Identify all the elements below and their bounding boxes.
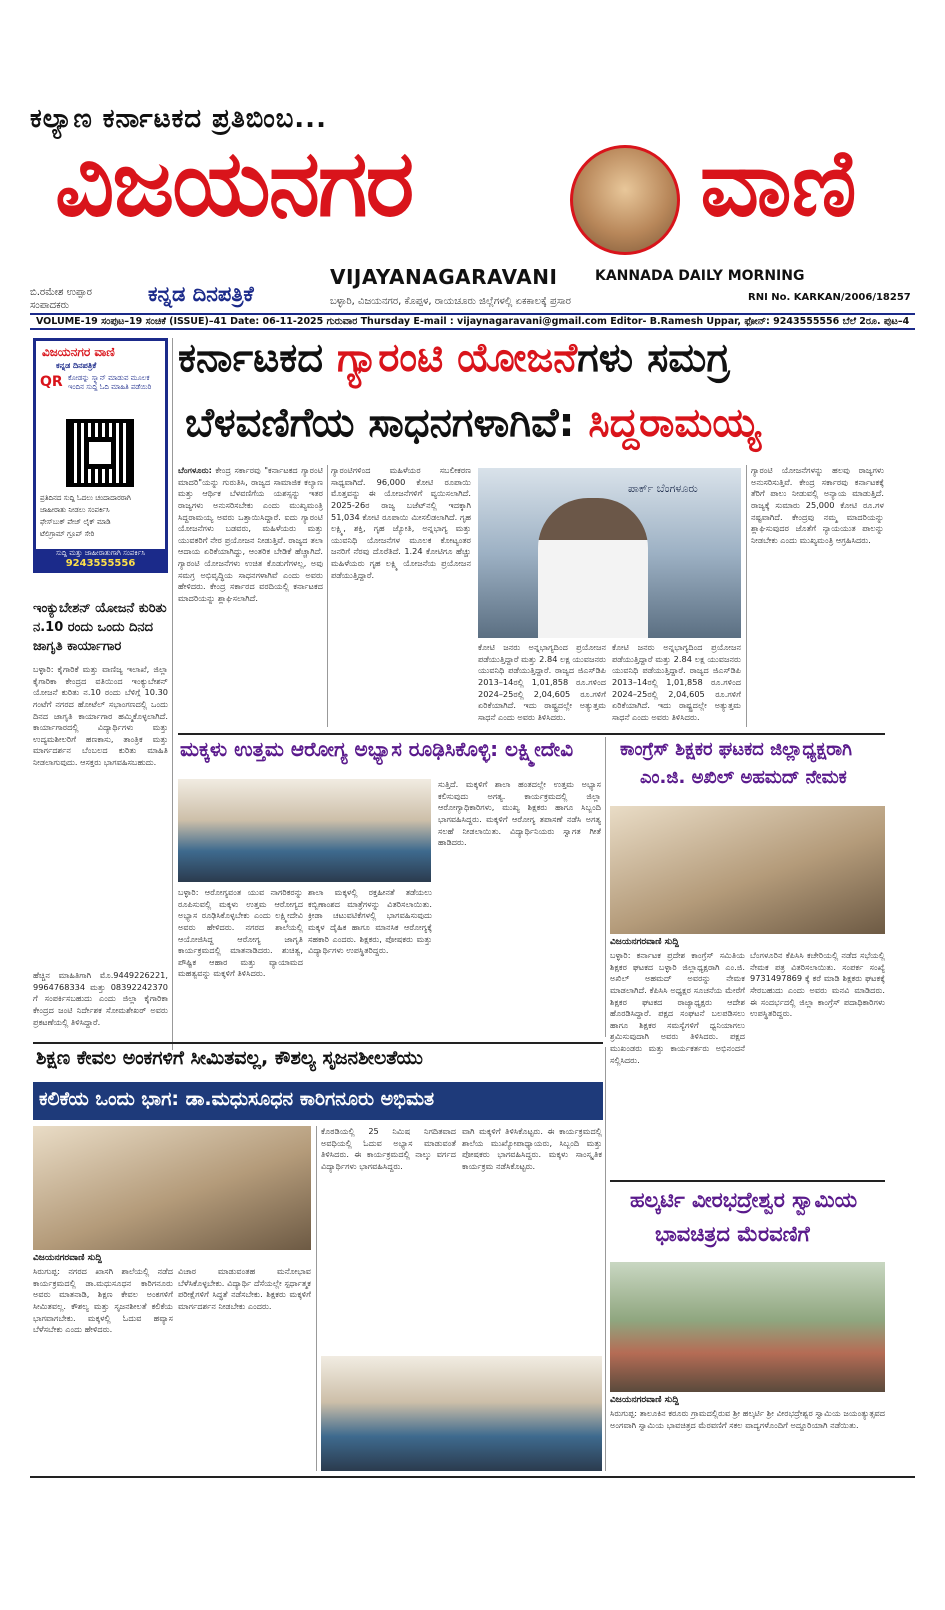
ad-lines: ಪ್ರತಿದಿನದ ಸುದ್ದಿ ಓದಲು ಚಂದಾದಾರರಾಗಿ ಜಾಹೀರಾತು ನೀಡಲು ಸಂಪರ್ಕಿಸಿ ಫೇಸ್‌ಬುಕ್ ಪೇಜ್ ಲೈಕ್ ಮಾಡಿ ಟೆಲಿಗ್ರಾಮ್ ಗ್ರೂಪ್ ಸೇರಿ <box>40 494 131 538</box>
lead-column-2: ಗ್ಯಾರಂಟಿಗಳಿಂದ ಮಹಿಳೆಯರ ಸಬಲೀಕರಣ ಸಾಧ್ಯವಾಗಿದೆ. 96,000 ಕೋಟಿ ರೂಪಾಯಿ ಮೊತ್ತವನ್ನು ಈ ಯೋಜನೆಗಳಿಗೆ ವ್ಯಯಿಸಲಾಗಿದೆ. 2025-26ರ ರಾಜ್ಯ ಬಜೆಟ್‌ನಲ್ಲಿ ಇದಕ್ಕಾಗಿ 51,034 ಕೋಟಿ ರೂಪಾಯಿ ಮೀಸಲಿಡಲಾಗಿದೆ. ಗೃಹ ಲಕ್ಷ್ಮಿ, ಶಕ್ತಿ, ಗೃಹ ಜ್ಯೋತಿ, ಅನ್ನಭಾಗ್ಯ ಮತ್ತು ಯುವನಿಧಿ ಯೋಜನೆಗಳ ಮೂಲಕ ಕೋಟ್ಯಂತರ ಜನರಿಗೆ ನೆರವು ದೊರೆತಿದೆ. 1.24 ಕೋಟಿಗೂ ಹೆಚ್ಚು ಮಹಿಳೆಯರು ಗೃಹ ಲಕ್ಷ್ಮಿ ಯೋಜನೆಯ ಪ್ರಯೋಜನ ಪಡೆಯುತ್ತಿದ್ದಾರೆ. <box>331 465 471 580</box>
page-bottom-rule <box>30 1476 915 1478</box>
procession-headline-line2: ಭಾವಚಿತ್ರದ ಮೆರವಣಿಗೆ <box>655 1222 810 1246</box>
issue-info-bar: VOLUME-19 ಸಂಪುಟ–19 ಸಂಚಿಕೆ (ISSUE)–41 Date: 06-11-2025 ಗುರುವಾರ Thursday E-mail : vijaynagaravani@gmail.com Editor- B.Ramesh Uppar, ಫೋನ್: 9243555556 ಬೆಲೆ 2ರೂ. ಪುಟ–4 <box>30 313 915 330</box>
education-event-photo <box>33 1126 311 1250</box>
ad-phone-number: 9243555556 <box>65 558 136 569</box>
column-rule <box>316 1126 317 1471</box>
classroom-photo <box>321 1356 602 1471</box>
lead-headline2-red: ಸಿದ್ದರಾಮಯ್ಯ <box>588 400 761 446</box>
education-column-2: ವಿಚಾರ ಮಾಡುವಂತಹ ಮನೋಭಾವ ಬೆಳೆಸಿಕೊಳ್ಳಬೇಕು. ವಿದ್ಯಾರ್ಥಿ ದೆಸೆಯಲ್ಲೇ ಸ್ಪರ್ಧಾತ್ಮಕ ಪರೀಕ್ಷೆಗಳಿಗೆ ಸಿದ್ಧತೆ ನಡೆಸಬೇಕು. ಶಿಕ್ಷಕರು ಮಕ್ಕಳಿಗೆ ಮಾರ್ಗದರ್ಶನ ನೀಡಬೇಕು ಎಂದರು. <box>178 1266 311 1311</box>
congress-column-1: ಬಳ್ಳಾರಿ: ಕರ್ನಾಟಕ ಪ್ರದೇಶ ಕಾಂಗ್ರೆಸ್ ಸಮಿತಿಯ ಶಿಕ್ಷಕರ ಘಟಕದ ಬಳ್ಳಾರಿ ಜಿಲ್ಲಾಧ್ಯಕ್ಷರಾಗಿ ಎಂ.ಜಿ. ಅಖಿಲ್ ಅಹಮದ್ ಅವರನ್ನು ನೇಮಕ ಮಾಡಲಾಗಿದೆ. ಕೆಪಿಸಿಸಿ ಅಧ್ಯಕ್ಷರ ಸೂಚನೆಯ ಮೇರೆಗೆ ಶಿಕ್ಷಕರ ಘಟಕದ ರಾಜ್ಯಾಧ್ಯಕ್ಷರು ಆದೇಶ ಹೊರಡಿಸಿದ್ದಾರೆ. ಪಕ್ಷದ ಸಂಘಟನೆ ಬಲಪಡಿಸಲು ಹಾಗೂ ಶಿಕ್ಷಕರ ಸಮಸ್ಯೆಗಳಿಗೆ ಧ್ವನಿಯಾಗಲು ಶ್ರಮಿಸುವುದಾಗಿ ಅವರು ತಿಳಿಸಿದರು. ಪಕ್ಷದ ಮುಖಂಡರು ಮತ್ತು ಕಾರ್ಯಕರ್ತರು ಅಭಿನಂದನೆ ಸಲ್ಲಿಸಿದರು. <box>610 950 745 1065</box>
masthead-title-left: ವಿಜಯನಗರ <box>55 130 413 237</box>
education-column-3: ಕೊಠಡಿಯಲ್ಲಿ 25 ನಿಮಿಷ ನಿಗದಿತವಾದ ಅವಧಿಯಲ್ಲಿ ಓದುವ ಅಭ್ಯಾಸ ಮಾಡುವಂತೆ ತಿಳಿಸಿದರು. ಈ ಕಾರ್ಯಕ್ರಮದಲ್ಲಿ ನಾಲ್ಕು ವರ್ಗದ ವಿದ್ಯಾರ್ಥಿಗಳು ಭಾಗವಹಿಸಿದ್ದರು. <box>321 1126 456 1171</box>
column-rule <box>172 338 173 1050</box>
kannada-daily-label: ಕನ್ನಡ ದಿನಪತ್ರಿಕೆ <box>148 282 254 306</box>
congress-appointment-photo <box>610 806 885 934</box>
health-column-3: ಸುತ್ತಿದೆ. ಮಕ್ಕಳಿಗೆ ಶಾಲಾ ಹಂತದಲ್ಲೇ ಉತ್ತಮ ಅಭ್ಯಾಸ ಕಲಿಸುವುದು ಅಗತ್ಯ. ಕಾರ್ಯಕ್ರಮದಲ್ಲಿ ಜಿಲ್ಲಾ ಆರೋಗ್ಯಾಧಿಕಾರಿಗಳು, ಮುಖ್ಯ ಶಿಕ್ಷಕರು ಹಾಗೂ ಸಿಬ್ಬಂದಿ ಭಾಗವಹಿಸಿದ್ದರು. ಮಕ್ಕಳಿಗೆ ಆರೋಗ್ಯ ತಪಾಸಣೆ ನಡೆಸಿ ಅಗತ್ಯ ಸಲಹೆ ನೀಡಲಾಯಿತು. ವಿದ್ಯಾರ್ಥಿನಿಯರು ಸ್ವಾಗತ ಗೀತೆ ಹಾಡಿದರು. <box>438 779 601 848</box>
lead-column-3b: ಕೋಟಿ ಜನರು ಅನ್ನಭಾಗ್ಯದಿಂದ ಪ್ರಯೋಜನ ಪಡೆಯುತ್ತಿದ್ದಾರೆ ಮತ್ತು 2.84 ಲಕ್ಷ ಯುವಜನರು ಯುವನಿಧಿ ಪಡೆಯುತ್ತಿದ್ದಾರೆ. ರಾಜ್ಯದ ಜಿಎಸ್‌ಡಿಪಿ 2013–14ರಲ್ಲಿ 1,01,858 ರೂ.ಗಳಿಂದ 2024–25ರಲ್ಲಿ 2,04,605 ರೂ.ಗಳಿಗೆ ಏರಿಕೆಯಾಗಿದೆ. ಇದು ರಾಷ್ಟ್ರದಲ್ಲೇ ಅತ್ಯುತ್ತಮ ಸಾಧನೆ ಎಂದು ಅವರು ತಿಳಿಸಿದರು. <box>612 642 741 722</box>
congress-headline-line2: ಎಂ.ಜಿ. ಅಖಿಲ್ ಅಹಮದ್ ನೇಮಕ <box>640 767 847 788</box>
health-headline: ಮಕ್ಕಳು ಉತ್ತಮ ಆರೋಗ್ಯ ಅಭ್ಯಾಸ ರೂಢಿಸಿಕೊಳ್ಳಿ: ಲಕ್ಷ್ಮೀದೇವಿ <box>180 737 574 761</box>
congress-headline-line1: ಕಾಂಗ್ರೆಸ್ ಶಿಕ್ಷಕರ ಘಟಕದ ಜಿಲ್ಲಾಧ್ಯಕ್ಷರಾಗಿ <box>620 739 852 760</box>
qr-advertisement <box>33 338 168 573</box>
circulation-note: ಬಳ್ಳಾರಿ, ವಿಜಯನಗರ, ಕೊಪ್ಪಳ, ರಾಯಚೂರು ಜಿಲ್ಲೆಗಳಲ್ಲಿ ಏಕಕಾಲಕ್ಕೆ ಪ್ರಸಾರ <box>330 296 571 307</box>
section-rule <box>610 1180 885 1182</box>
ad-phone-label: ಸುದ್ದಿ ಮತ್ತು ಜಾಹೀರಾತುಗಾಗಿ ಸಂಪರ್ಕಿಸಿ <box>55 549 146 557</box>
rni-number: RNI No. KARKAN/2006/18257 <box>748 292 911 303</box>
section-rule <box>178 733 885 735</box>
lead-headline-part1: ಕರ್ನಾಟಕದ <box>178 335 337 381</box>
section-rule <box>33 1042 603 1044</box>
masthead-tagline: ಕಲ್ಯಾಣ ಕರ್ನಾಟಕದ ಪ್ರತಿಬಿಂಬ... <box>30 104 327 134</box>
lead-headline-red: ಗ್ಯಾರಂಟಿ ಯೋಜನೆ <box>336 335 578 381</box>
education-column-1: ಸಿರುಗುಪ್ಪ: ನಗರದ ಖಾಸಗಿ ಶಾಲೆಯಲ್ಲಿ ನಡೆದ ಕಾರ್ಯಕ್ರಮದಲ್ಲಿ ಡಾ.ಮಧುಸೂಧನ ಕಾರಿಗನೂರು ಅವರು ಮಾತನಾಡಿ, ಶಿಕ್ಷಣ ಕೇವಲ ಅಂಕಗಳಿಗೆ ಸೀಮಿತವಲ್ಲ. ಕೌಶಲ್ಯ ಮತ್ತು ಸೃಜನಶೀಲತೆ ಕಲಿಕೆಯ ಭಾಗವಾಗಬೇಕು. ಮಕ್ಕಳಲ್ಲಿ ಓದುವ ಹವ್ಯಾಸ ಬೆಳೆಸಬೇಕು ಎಂದು ಹೇಳಿದರು. <box>33 1266 173 1335</box>
column-rule <box>327 465 328 727</box>
editor-name: ಬಿ.ರಮೇಶ ಉಪ್ಪಾರ ಸಂಪಾದಕರು <box>30 287 92 311</box>
lead-column-1 <box>178 465 323 727</box>
education-caption: ವಿಜಯನಗರವಾಣಿ ಸುದ್ದಿ <box>33 1253 102 1263</box>
english-title: VIJAYANAGARAVANI <box>330 265 558 289</box>
education-column-4: ವಾಗಿ ಮಕ್ಕಳಿಗೆ ತಿಳಿಸಿಕೊಟ್ಟರು. ಈ ಕಾರ್ಯಕ್ರಮದಲ್ಲಿ ಶಾಲೆಯ ಮುಖ್ಯೋಪಾಧ್ಯಾಯರು, ಸಿಬ್ಬಂದಿ ಮತ್ತು ಪೋಷಕರು ಭಾಗವಹಿಸಿದ್ದರು. ಮಕ್ಕಳು ಸಾಂಸ್ಕೃತಿಕ ಕಾರ್ಯಕ್ರಮ ನಡೆಸಿಕೊಟ್ಟರು. <box>462 1126 602 1171</box>
column-rule <box>746 465 747 727</box>
students-health-photo <box>178 779 431 882</box>
ad-phone-band <box>36 549 165 570</box>
qr-code-icon <box>66 419 134 487</box>
ad-title: ವಿಜಯನಗರ ವಾಣಿ <box>42 345 115 359</box>
chief-minister-photo <box>478 468 741 638</box>
education-headline-line1: ಶಿಕ್ಷಣ ಕೇವಲ ಅಂಕಗಳಿಗೆ ಸೀಮಿತವಲ್ಲ, ಕೌಶಲ್ಯ ಸೃಜನಶೀಲತೆಯು <box>36 1047 423 1069</box>
stone-chariot-emblem <box>570 145 680 255</box>
english-subtitle: KANNADA DAILY MORNING <box>595 268 805 284</box>
congress-caption: ವಿಜಯನಗರವಾಣಿ ಸುದ್ದಿ <box>610 937 679 947</box>
masthead-title-right: ವಾಣಿ <box>700 130 857 237</box>
left-story-headline: ಇಂಕ್ಯುಬೇಶನ್ ಯೋಜನೆ ಕುರಿತು ನ.10 ರಂದು ಒಂದು ದಿನದ ಜಾಗೃತಿ ಕಾರ್ಯಾಗಾರ <box>33 601 167 654</box>
ad-qr-text: ಕೋಡನ್ನು ಸ್ಕ್ಯಾನ್ ಮಾಡುವ ಮೂಲಕ ಇಂದಿನ ಸುದ್ದಿ ಓದಿ ಮಾಹಿತಿ ಪಡೆಯಿರಿ <box>68 374 152 391</box>
ad-qr-label: QR <box>40 374 63 390</box>
left-story-body: ಬಳ್ಳಾರಿ: ಕೈಗಾರಿಕೆ ಮತ್ತು ವಾಣಿಜ್ಯ ಇಲಾಖೆ, ಜಿಲ್ಲಾ ಕೈಗಾರಿಕಾ ಕೇಂದ್ರದ ವತಿಯಿಂದ ಇಂಕ್ಯುಬೇಶನ್ ಯೋಜನೆ ಕುರಿತು ನ.10 ರಂದು ಬೆಳಿಗ್ಗೆ 10.30 ಗಂಟೆಗೆ ನಗರದ ಹೋಟೆಲ್ ಸಭಾಂಗಣದಲ್ಲಿ ಒಂದು ದಿನದ ಜಾಗೃತಿ ಕಾರ್ಯಾಗಾರ ಹಮ್ಮಿಕೊಳ್ಳಲಾಗಿದೆ. ಕಾರ್ಯಾಗಾರದಲ್ಲಿ ವಿದ್ಯಾರ್ಥಿಗಳು ಮತ್ತು ಉದ್ಯಮಶೀಲರಿಗೆ ಹಣಕಾಸು, ತಾಂತ್ರಿಕ ಮತ್ತು ಮಾರ್ಗದರ್ಶನ ಬೆಂಬಲದ ಕುರಿತು ಮಾಹಿತಿ ನೀಡಲಾಗುವುದು. ಆಸಕ್ತರು ಭಾಗವಹಿಸಬಹುದು. <box>33 664 168 768</box>
health-column-2: ಶಾಲಾ ಮಕ್ಕಳಲ್ಲಿ ರಕ್ತಹೀನತೆ ತಡೆಯಲು ಕಬ್ಬಿಣಾಂಶದ ಮಾತ್ರೆಗಳನ್ನು ವಿತರಿಸಲಾಯಿತು. ಕ್ರೀಡಾ ಚಟುವಟಿಕೆಗಳಲ್ಲಿ ಭಾಗವಹಿಸುವುದು ಮಕ್ಕಳ ದೈಹಿಕ ಹಾಗೂ ಮಾನಸಿಕ ಆರೋಗ್ಯಕ್ಕೆ ಸಹಕಾರಿ ಎಂದರು. ಶಿಕ್ಷಕರು, ಪೋಷಕರು ಮತ್ತು ವಿದ್ಯಾರ್ಥಿಗಳು ಉಪಸ್ಥಿತರಿದ್ದರು. <box>308 887 432 956</box>
procession-headline-line1: ಹಲ್ಕರ್ಟಿ ವೀರಭದ್ರೇಶ್ವರ ಸ್ವಾಮಿಯ <box>630 1188 858 1212</box>
lead-col1-text: ಕೇಂದ್ರ ಸರ್ಕಾರವು "ಕರ್ನಾಟಕದ ಗ್ಯಾರಂಟಿ ಮಾದರಿ"ಯನ್ನು ಗುರುತಿಸಿ, ರಾಜ್ಯದ ಸಾಮಾಜಿಕ ಕಲ್ಯಾಣ ಮತ್ತು ಆರ್ಥಿಕ ಬೆಳವಣಿಗೆಯ ಯಶಸ್ಸನ್ನು ಇತರ ರಾಜ್ಯಗಳು ಅನುಸರಿಸಬೇಕು ಎಂದು ಮುಖ್ಯಮಂತ್ರಿ ಸಿದ್ದರಾಮಯ್ಯ ಅವರು ಒತ್ತಾಯಿಸಿದ್ದಾರೆ. ಐದು ಗ್ಯಾರಂಟಿ ಯೋಜನೆಗಳು ಬಡವರು, ಮಹಿಳೆಯರು ಮತ್ತು ಯುವಕರಿಗೆ ನೇರ ಪ್ರಯೋಜನ ನೀಡುತ್ತಿವೆ. ರಾಜ್ಯದ ತಲಾ ಆದಾಯ ಏರಿಕೆಯಾಗಿದ್ದು, ಆಂತರಿಕ ಬೇಡಿಕೆ ಹೆಚ್ಚಾಗಿದೆ. ಗ್ಯಾರಂಟಿ ಯೋಜನೆಗಳು ಉಚಿತ ಕೊಡುಗೆಗಳಲ್ಲ, ಅವು ಸಮಗ್ರ ಅಭಿವೃದ್ಧಿಯ ಸಾಧನಗಳಾಗಿವೆ ಎಂದು ಅವರು ಹೇಳಿದರು. ಕೇಂದ್ರ ಸರ್ಕಾರದ ವರದಿಯಲ್ಲಿ ಕರ್ನಾಟಕದ ಮಾದರಿಯನ್ನು ಶ್ಲಾಘಿಸಲಾಗಿದೆ. <box>178 465 323 604</box>
congress-column-2: ಬೆಂಗಳೂರಿನ ಕೆಪಿಸಿಸಿ ಕಚೇರಿಯಲ್ಲಿ ನಡೆದ ಸಭೆಯಲ್ಲಿ ನೇಮಕ ಪತ್ರ ವಿತರಿಸಲಾಯಿತು. ಸಂಪರ್ಕ ಸಂಖ್ಯೆ 9731497869 ಕ್ಕೆ ಕರೆ ಮಾಡಿ ಶಿಕ್ಷಕರು ಘಟಕಕ್ಕೆ ಸೇರಬಹುದು ಎಂದು ಅವರು ಮನವಿ ಮಾಡಿದರು. ಈ ಸಂದರ್ಭದಲ್ಲಿ ಜಿಲ್ಲಾ ಕಾಂಗ್ರೆಸ್ ಪದಾಧಿಕಾರಿಗಳು ಉಪಸ್ಥಿತರಿದ್ದರು. <box>750 950 885 1019</box>
education-headline-line2: ಕಲಿಕೆಯ ಒಂದು ಭಾಗ: ಡಾ.ಮಧುಸೂಧನ ಕಾರಿಗನೂರು ಅಭಿಮತ <box>33 1082 603 1120</box>
lead-headline2-part1: ಬೆಳವಣಿಗೆಯ ಸಾಧನಗಳಾಗಿವೆ: <box>185 400 589 446</box>
speaker-figure <box>538 498 648 638</box>
procession-caption: ವಿಜಯನಗರವಾಣಿ ಸುದ್ದಿ <box>610 1395 679 1405</box>
procession-photo <box>610 1262 885 1392</box>
lead-column-3: ಕೋಟಿ ಜನರು ಅನ್ನಭಾಗ್ಯದಿಂದ ಪ್ರಯೋಜನ ಪಡೆಯುತ್ತಿದ್ದಾರೆ ಮತ್ತು 2.84 ಲಕ್ಷ ಯುವಜನರು ಯುವನಿಧಿ ಪಡೆಯುತ್ತಿದ್ದಾರೆ. ರಾಜ್ಯದ ಜಿಎಸ್‌ಡಿಪಿ 2013–14ರಲ್ಲಿ 1,01,858 ರೂ.ಗಳಿಂದ 2024–25ರಲ್ಲಿ 2,04,605 ರೂ.ಗಳಿಗೆ ಏರಿಕೆಯಾಗಿದೆ. ಇದು ರಾಷ್ಟ್ರದಲ್ಲೇ ಅತ್ಯುತ್ತಮ ಸಾಧನೆ ಎಂದು ಅವರು ತಿಳಿಸಿದರು. <box>478 642 606 722</box>
left-story-contact: ಹೆಚ್ಚಿನ ಮಾಹಿತಿಗಾಗಿ ಮೊ.9449226221, 9964768334 ಮತ್ತು 08392242370 ಗೆ ಸಂಪರ್ಕಿಸಬಹುದು ಎಂದು ಜಿಲ್ಲಾ ಕೈಗಾರಿಕಾ ಕೇಂದ್ರದ ಜಂಟಿ ನಿರ್ದೇಶಕ ಸೋಮಶೇಖರ್ ಅವರು ಪ್ರಕಟಣೆಯಲ್ಲಿ ತಿಳಿಸಿದ್ದಾರೆ. <box>33 970 168 1027</box>
lead-dateline: ಬೆಂಗಳೂರು: <box>178 465 212 475</box>
health-column-1: ಬಳ್ಳಾರಿ: ಆರೋಗ್ಯವಂತ ಯುವ ನಾಗರಿಕರನ್ನು ರೂಪಿಸುವಲ್ಲಿ ಮಕ್ಕಳು ಉತ್ತಮ ಆರೋಗ್ಯದ ಅಭ್ಯಾಸ ರೂಢಿಸಿಕೊಳ್ಳಬೇಕು ಎಂದು ಲಕ್ಷ್ಮೀದೇವಿ ಅವರು ಹೇಳಿದರು. ನಗರದ ಶಾಲೆಯಲ್ಲಿ ಆಯೋಜಿಸಿದ್ದ ಆರೋಗ್ಯ ಜಾಗೃತಿ ಕಾರ್ಯಕ್ರಮದಲ್ಲಿ ಮಾತನಾಡಿದರು. ಶುಚಿತ್ವ, ಪೌಷ್ಟಿಕ ಆಹಾರ ಮತ್ತು ವ್ಯಾಯಾಮದ ಮಹತ್ವವನ್ನು ಮಕ್ಕಳಿಗೆ ತಿಳಿಸಿದರು. <box>178 887 303 979</box>
lead-column-4: ಗ್ಯಾರಂಟಿ ಯೋಜನೆಗಳನ್ನು ಹಲವು ರಾಜ್ಯಗಳು ಅನುಸರಿಸುತ್ತಿವೆ. ಕೇಂದ್ರ ಸರ್ಕಾರವು ಕರ್ನಾಟಕಕ್ಕೆ ತೆರಿಗೆ ಪಾಲು ನೀಡುವಲ್ಲಿ ಅನ್ಯಾಯ ಮಾಡುತ್ತಿದೆ. ರಾಜ್ಯಕ್ಕೆ ಸುಮಾರು 25,000 ಕೋಟಿ ರೂ.ಗಳ ನಷ್ಟವಾಗಿದೆ. ಕೇಂದ್ರವು ನಮ್ಮ ಮಾದರಿಯನ್ನು ಶ್ಲಾಘಿಸುವುದರ ಜೊತೆಗೆ ನ್ಯಾಯಯುತ ಪಾಲನ್ನು ನೀಡಬೇಕು ಎಂದು ಮುಖ್ಯಮಂತ್ರಿ ಆಗ್ರಹಿಸಿದರು. <box>751 465 884 545</box>
lead-headline-line2 <box>185 402 761 444</box>
lead-headline-line1 <box>178 337 730 379</box>
ad-subtitle: ಕನ್ನಡ ದಿನಪತ್ರಿಕೆ <box>56 361 97 370</box>
column-rule <box>605 737 606 1037</box>
lead-headline-part2: ಗಳು ಸಮಗ್ರ <box>577 335 730 381</box>
procession-body: ಸಿರುಗುಪ್ಪ: ತಾಲೂಕಿನ ಕರೂರು ಗ್ರಾಮದಲ್ಲಿರುವ ಶ್ರೀ ಹಲ್ಕರ್ಟಿ ಶ್ರೀ ವೀರಭದ್ರೇಶ್ವರ ಸ್ವಾಮಿಯ ಜಯಂತ್ಯುತ್ಸವದ ಅಂಗವಾಗಿ ಸ್ವಾಮಿಯ ಭಾವಚಿತ್ರದ ಮೆರವಣಿಗೆ ಸಕಲ ವಾದ್ಯಗಳೊಂದಿಗೆ ಅದ್ದೂರಿಯಾಗಿ ನಡೆಯಿತು. <box>610 1408 885 1430</box>
column-rule <box>605 1047 606 1471</box>
photo-banner-text: ಪಾರ್ಕ್ ಬೆಂಗಳೂರು <box>628 482 698 495</box>
